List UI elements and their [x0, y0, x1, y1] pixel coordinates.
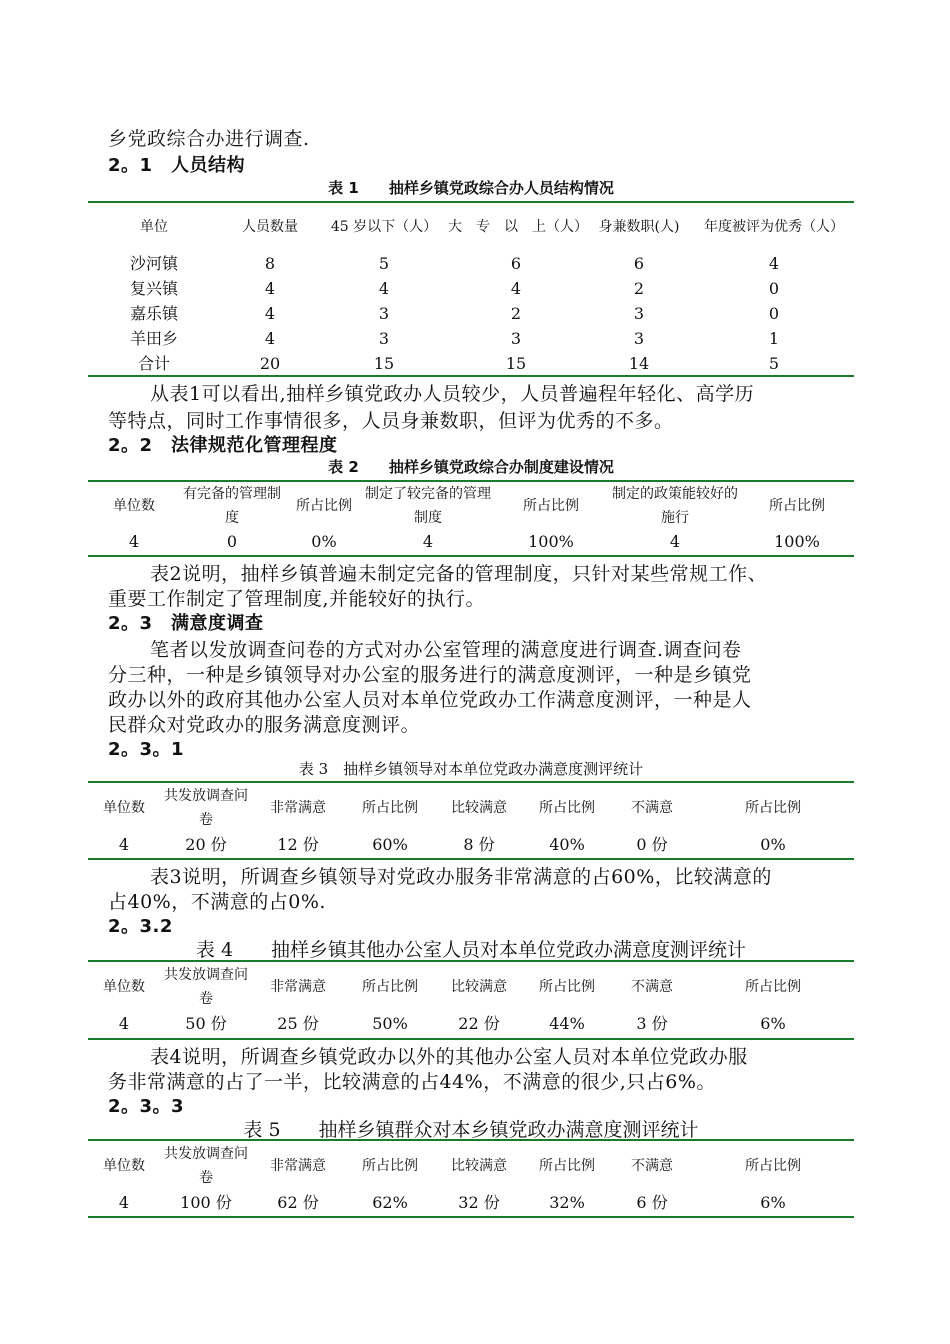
paragraph-3-line: 笔者以发放调查问卷的方式对办公室管理的满意度进行调查.调查问卷	[150, 639, 742, 661]
table-cell: 62 份	[277, 1193, 319, 1212]
table-cell: 1	[768, 328, 780, 348]
table-total-row	[88, 351, 854, 376]
table-3-header: 非常满意	[270, 800, 326, 816]
paragraph-4-line: 表3说明，所调查乡镇领导对党政办服务非常满意的占60%，比较满意的	[150, 866, 772, 888]
table-cell: 嘉乐镇	[129, 303, 178, 323]
table-cell: 25 份	[277, 1014, 319, 1033]
table-cell: 50%	[372, 1014, 408, 1033]
table-cell: 3	[378, 328, 390, 348]
table-1-header: 年度被评为优秀（人）	[704, 219, 844, 235]
table-5-header: 比较满意	[451, 1158, 507, 1174]
table-3-header-row	[88, 783, 854, 833]
table-2-header-row	[88, 482, 854, 530]
section-2-3-2-heading: 2。3.2	[108, 916, 173, 937]
table-cell: 8	[264, 253, 276, 273]
table-2-caption: 表 2 抽样乡镇党政综合办制度建设情况	[328, 458, 614, 476]
table-5-header: 共发放调查问卷	[164, 1146, 248, 1186]
table-cell: 20	[259, 353, 281, 373]
table-1-header: 人员数量	[242, 219, 298, 235]
section-2-3-1-heading: 2。3。1	[108, 739, 185, 760]
table-2-header: 单位数	[113, 498, 155, 514]
table-cell: 6 份	[636, 1193, 668, 1212]
table-cell: 0	[768, 303, 780, 323]
table-cell: 4	[118, 1193, 130, 1212]
table-cell: 100%	[528, 532, 574, 551]
table-row	[88, 833, 854, 857]
table-4-header: 单位数	[103, 979, 145, 995]
table-cell: 4	[264, 303, 276, 323]
table-2-header: 有完备的管理制度	[183, 486, 281, 526]
table-4-header: 比较满意	[451, 979, 507, 995]
paragraph-3-line: 政办以外的政府其他办公室人员对本单位党政办工作满意度测评，一种是人	[108, 689, 752, 711]
table-cell: 3	[633, 328, 645, 348]
paragraph-1-line: 等特点，同时工作事情很多，人员身兼数职，但评为优秀的不多。	[108, 410, 674, 432]
table-cell: 2	[633, 278, 645, 298]
table-cell: 6	[510, 253, 522, 273]
section-2-2-heading: 2。2 法律规范化管理程度	[108, 435, 338, 456]
table-cell: 12 份	[277, 835, 319, 854]
table-cell: 5	[378, 253, 390, 273]
table-1-caption: 表 1 抽样乡镇党政综合办人员结构情况	[328, 179, 614, 197]
table-cell: 6	[633, 253, 645, 273]
table-cell: 4	[768, 253, 780, 273]
table-4-header-row	[88, 962, 854, 1012]
table-cell: 4	[118, 1014, 130, 1033]
paragraph-3-line: 分三种，一种是乡镇领导对办公室的服务进行的满意度测评，一种是乡镇党	[108, 664, 752, 686]
table-cell: 0	[226, 532, 238, 551]
table-cell: 22 份	[458, 1014, 500, 1033]
table-2-header: 制定的政策能较好的施行	[612, 486, 738, 526]
table-row	[88, 301, 854, 326]
table-1-header: 单位	[140, 219, 168, 235]
paragraph-1-line: 从表1可以看出,抽样乡镇党政办人员较少，人员普遍程年轻化、高学历	[150, 383, 755, 405]
table-4-bottom-rule	[88, 1038, 854, 1040]
table-5-header: 所占比例	[539, 1158, 595, 1174]
table-cell: 100%	[774, 532, 820, 551]
table-cell: 3	[378, 303, 390, 323]
table-1-header: 身兼数职(人)	[598, 219, 680, 235]
table-5-caption: 表 5 抽样乡镇群众对本乡镇党政办满意度测评统计	[243, 1119, 699, 1141]
table-cell: 4	[118, 835, 130, 854]
section-2-3-heading: 2。3 满意度调查	[108, 613, 264, 634]
table-1-header: 45 岁以下（人）	[330, 219, 438, 235]
table-cell: 60%	[372, 835, 408, 854]
table-3	[88, 783, 854, 857]
paragraph-2-line: 重要工作制定了管理制度,并能较好的执行。	[108, 588, 486, 610]
table-cell: 3 份	[636, 1014, 668, 1033]
table-3-header: 单位数	[103, 800, 145, 816]
table-4-header: 所占比例	[362, 979, 418, 995]
table-cell: 32 份	[458, 1193, 500, 1212]
table-cell: 100 份	[180, 1193, 232, 1212]
table-cell: 15	[505, 353, 527, 373]
table-cell: 0	[768, 278, 780, 298]
table-cell: 羊田乡	[129, 328, 178, 348]
table-1	[88, 203, 854, 376]
table-cell: 4	[422, 532, 434, 551]
table-cell: 50 份	[185, 1014, 227, 1033]
table-5-bottom-rule	[88, 1216, 854, 1218]
table-4-header: 不满意	[631, 979, 673, 995]
table-cell: 14	[628, 353, 650, 373]
table-cell: 8 份	[463, 835, 495, 854]
paragraph-3-line: 民群众对党政办的服务满意度测评。	[108, 714, 421, 736]
table-cell: 4	[128, 532, 140, 551]
table-1-header-row	[88, 203, 854, 251]
table-3-header: 所占比例	[539, 800, 595, 816]
table-2-header: 所占比例	[296, 498, 352, 514]
table-5	[88, 1141, 854, 1215]
paragraph-4-line: 占40%，不满意的占0%.	[108, 891, 326, 913]
table-5-header: 单位数	[103, 1158, 145, 1174]
table-cell: 4	[264, 328, 276, 348]
section-2-1-heading: 2。1 人员结构	[108, 155, 246, 176]
section-2-3-3-heading: 2。3。3	[108, 1096, 185, 1117]
table-cell: 2	[510, 303, 522, 323]
table-cell: 沙河镇	[129, 253, 178, 273]
table-5-header: 所占比例	[745, 1158, 801, 1174]
paragraph-5-line: 表4说明，所调查乡镇党政办以外的其他办公室人员对本单位党政办服	[150, 1046, 748, 1068]
table-row	[88, 1012, 854, 1036]
table-1-bottom-rule	[88, 375, 854, 377]
table-cell: 44%	[549, 1014, 585, 1033]
table-cell: 0%	[311, 532, 337, 551]
table-cell: 4	[378, 278, 390, 298]
table-2-header: 所占比例	[769, 498, 825, 514]
table-4-caption: 表 4 抽样乡镇其他办公室人员对本单位党政办满意度测评统计	[195, 939, 747, 961]
table-3-bottom-rule	[88, 858, 854, 860]
table-4-header: 非常满意	[270, 979, 326, 995]
table-cell: 0 份	[636, 835, 668, 854]
table-cell: 3	[510, 328, 522, 348]
table-cell: 40%	[549, 835, 585, 854]
table-cell: 复兴镇	[129, 278, 178, 298]
table-row	[88, 326, 854, 351]
table-5-header: 非常满意	[270, 1158, 326, 1174]
table-cell: 20 份	[185, 835, 227, 854]
table-4-header: 所占比例	[539, 979, 595, 995]
table-3-header: 比较满意	[451, 800, 507, 816]
table-cell: 5	[768, 353, 780, 373]
table-3-header: 不满意	[631, 800, 673, 816]
paragraph-2-line: 表2说明，抽样乡镇普遍未制定完备的管理制度，只针对某些常规工作、	[150, 563, 768, 585]
table-cell: 32%	[549, 1193, 585, 1212]
table-2	[88, 482, 854, 554]
table-4-header: 共发放调查问卷	[164, 967, 248, 1007]
table-cell: 4	[510, 278, 522, 298]
table-2-header: 所占比例	[523, 498, 579, 514]
table-5-header: 不满意	[631, 1158, 673, 1174]
table-cell: 6%	[760, 1014, 786, 1033]
table-3-header: 所占比例	[362, 800, 418, 816]
table-cell: 4	[264, 278, 276, 298]
table-cell: 3	[633, 303, 645, 323]
table-3-header: 所占比例	[745, 800, 801, 816]
table-5-header: 所占比例	[362, 1158, 418, 1174]
table-cell: 62%	[372, 1193, 408, 1212]
table-4	[88, 962, 854, 1036]
table-row	[88, 251, 854, 276]
table-cell: 6%	[760, 1193, 786, 1212]
intro-text: 乡党政综合办进行调查.	[108, 128, 310, 150]
table-4-header: 所占比例	[745, 979, 801, 995]
table-2-header: 制定了较完备的管理制度	[365, 486, 491, 526]
table-row	[88, 1191, 854, 1215]
table-cell: 0%	[760, 835, 786, 854]
table-cell: 15	[373, 353, 395, 373]
table-row	[88, 276, 854, 301]
table-5-header-row	[88, 1141, 854, 1191]
table-cell: 4	[669, 532, 681, 551]
table-3-caption: 表 3 抽样乡镇领导对本单位党政办满意度测评统计	[298, 760, 644, 778]
table-row	[88, 530, 854, 554]
paragraph-5-line: 务非常满意的占了一半，比较满意的占44%，不满意的很少,只占6%。	[108, 1071, 716, 1093]
table-3-header: 共发放调查问卷	[164, 788, 248, 828]
table-2-bottom-rule	[88, 555, 854, 557]
table-1-header: 大 专 以 上（人）	[448, 219, 588, 235]
table-cell: 合计	[137, 353, 170, 373]
